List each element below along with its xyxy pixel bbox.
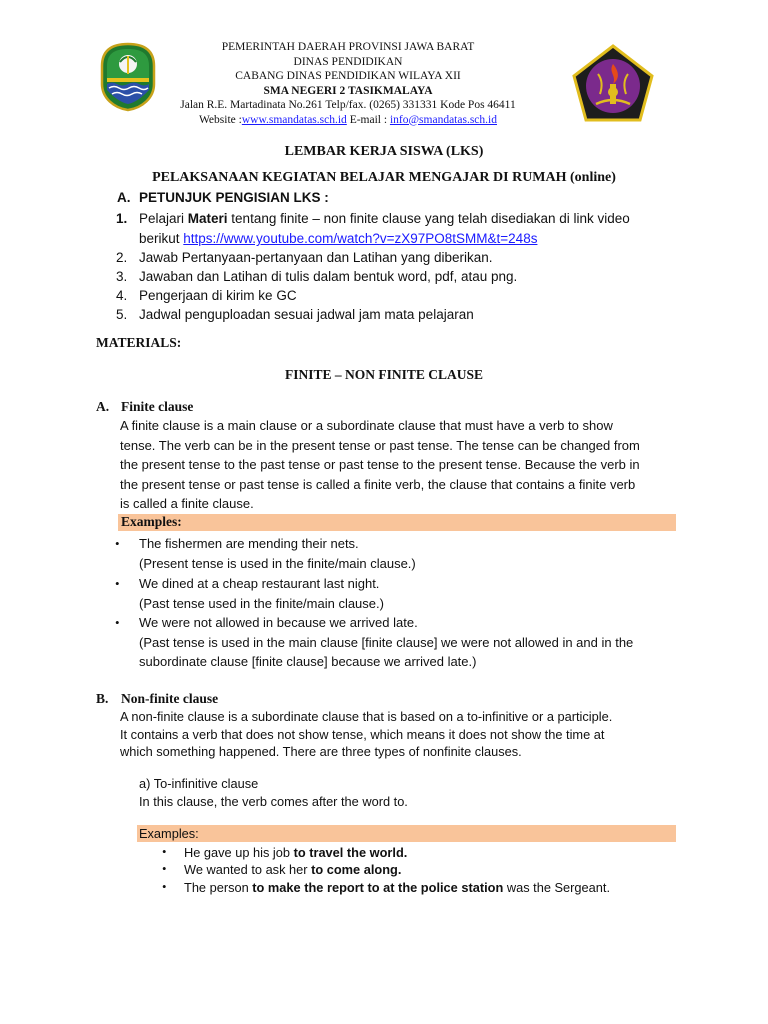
address-line: Jalan R.E. Martadinata No.261 Telp/fax. (0265) 331331 Kode Pos 46411: [180, 99, 516, 111]
bullet-icon: •: [162, 880, 167, 894]
item-text-bold: Materi: [187, 211, 228, 226]
example-text: We were not allowed in because we arrived late.: [139, 615, 418, 630]
paragraph-line: the present tense or past tense is called a finite verb, the clause that contains a finite verb: [120, 476, 636, 492]
section-letter: B.: [96, 691, 109, 706]
website-link[interactable]: www.smandatas.sch.id: [241, 113, 347, 126]
list-number: 5.: [116, 307, 128, 322]
examples-highlight-bar: [137, 825, 676, 842]
example-text-bold: to come along.: [311, 862, 402, 877]
example-text-pre: He gave up his job: [184, 845, 294, 860]
materials-heading: MATERIALS:: [96, 335, 182, 350]
finite-definition: [120, 416, 640, 514]
list-number: 2.: [116, 250, 128, 265]
examples-label: Examples:: [139, 826, 199, 841]
examples-label: Examples:: [121, 514, 182, 529]
email-link[interactable]: info@smandatas.sch.id: [389, 113, 497, 126]
lks-title: LEMBAR KERJA SISWA (LKS): [284, 144, 484, 159]
item-text-post: tentang finite – non finite clause yang telah disediakan di link video: [227, 211, 630, 226]
item-text-cont: berikut: [139, 231, 184, 246]
materials-title: FINITE – NON FINITE CLAUSE: [284, 367, 484, 382]
letterhead-text: [138, 40, 558, 127]
paragraph-line: is called a finite clause.: [120, 496, 254, 512]
subsection-title: a) To-infinitive clause: [139, 776, 259, 791]
section-letter: A.: [96, 399, 110, 414]
example-item: [139, 574, 384, 613]
example-text-bold: to make the report to at the police station: [252, 880, 504, 895]
video-link[interactable]: https://www.youtube.com/watch?v=zX97PO8tSMM&t=248s: [183, 231, 538, 246]
bullet-icon: •: [115, 615, 120, 630]
example-text-pre: We wanted to ask her: [184, 862, 312, 877]
example-text-post: was the Sergeant.: [503, 880, 611, 895]
example-text-bold: to travel the world.: [293, 845, 408, 860]
website-label: Website :: [199, 113, 242, 126]
email-label: E-mail :: [346, 113, 390, 126]
bullet-icon: •: [115, 536, 120, 551]
bullet-icon: •: [162, 845, 167, 859]
section-heading: Non-finite clause: [121, 691, 219, 706]
activity-title: PELAKSANAAN KEGIATAN BELAJAR MENGAJAR DI RUMAH (online): [152, 170, 616, 185]
petunjuk-letter: A.: [117, 190, 131, 205]
branch-line: CABANG DINAS PENDIDIKAN WILAYA XII: [235, 70, 461, 82]
paragraph-line: It contains a verb that does not show tense, which means it does not show the time at: [120, 726, 605, 742]
to-infinitive-subsection: [139, 775, 408, 810]
letterhead: [98, 38, 670, 128]
paragraph-line: tense. The verb can be in the present tense or past tense. The tense can be changed from: [120, 437, 640, 453]
bullet-icon: •: [162, 862, 167, 876]
example-item: [184, 879, 610, 897]
list-number: 4.: [116, 288, 128, 303]
paragraph-line: which something happened. There are three types of nonfinite clauses.: [120, 744, 522, 760]
paragraph-line: A finite clause is a main clause or a subordinate clause that must have a verb to show: [120, 418, 613, 433]
paragraph-line: A non-finite clause is a subordinate clause that is based on a to-infinitive or a participle.: [120, 709, 613, 724]
contact-line: [138, 113, 558, 128]
example-text-pre: The person: [184, 880, 253, 895]
example-item: [139, 613, 633, 672]
gov-line: PEMERINTAH DAERAH PROVINSI JAWA BARAT: [221, 41, 475, 53]
example-item: [184, 844, 407, 862]
example-note: subordinate clause [finite clause] because we arrived late.): [139, 654, 477, 670]
school-name: SMA NEGERI 2 TASIKMALAYA: [263, 84, 433, 97]
section-heading: Finite clause: [121, 399, 194, 414]
paragraph-line: the present tense to the past tense or past tense to the present tense. Because the verb in: [120, 457, 640, 473]
list-item-continuation: [139, 229, 537, 248]
example-note: (Present tense is used in the finite/main clause.): [139, 555, 416, 571]
example-note: (Past tense is used in the main clause [finite clause] we were not allowed in and in the: [139, 634, 634, 650]
subsection-description: In this clause, the verb comes after the word to.: [139, 793, 408, 809]
petunjuk-heading: PETUNJUK PENGISIAN LKS :: [139, 190, 329, 205]
example-note: (Past tense used in the finite/main clause.): [139, 595, 384, 611]
example-item: [184, 861, 401, 879]
item-text: Jadwal penguploadan sesuai jadwal jam mata pelajaran: [139, 307, 474, 322]
example-text: We dined at a cheap restaurant last night.: [139, 576, 380, 591]
dept-line: DINAS PENDIDIKAN: [293, 55, 403, 68]
list-number: 3.: [116, 269, 128, 284]
bullet-icon: •: [115, 576, 120, 591]
nonfinite-definition: [120, 708, 612, 761]
example-item: [139, 534, 416, 573]
item-text: Jawaban dan Latihan di tulis dalam bentuk word, pdf, atau png.: [139, 269, 518, 284]
list-number: 1.: [116, 211, 128, 226]
school-seal-icon: [570, 44, 656, 122]
item-text: Jawab Pertanyaan-pertanyaan dan Latihan yang diberikan.: [139, 250, 493, 265]
examples-highlight-bar: [118, 514, 676, 531]
example-text: The fishermen are mending their nets.: [139, 536, 359, 551]
item-text: Pengerjaan di kirim ke GC: [139, 288, 297, 303]
item-text-pre: Pelajari: [139, 211, 188, 226]
